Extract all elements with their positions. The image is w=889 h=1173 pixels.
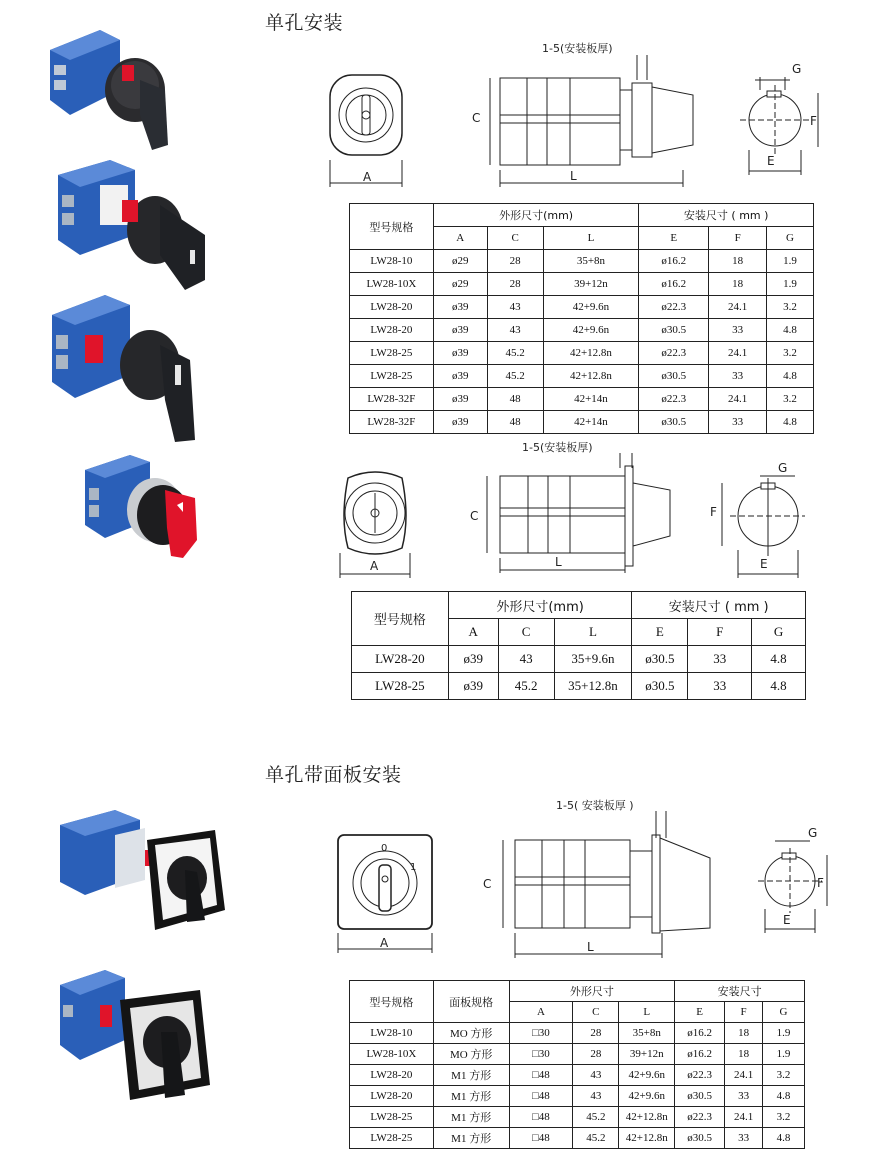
column-header: F bbox=[709, 227, 767, 250]
dimension-diagram-1 bbox=[315, 35, 835, 195]
header-model-3: 型号规格 bbox=[350, 981, 434, 1023]
table-row bbox=[352, 673, 806, 700]
table-cell: 18 bbox=[725, 1044, 763, 1065]
table-cell: LW28-32F bbox=[350, 388, 434, 411]
table-cell: LW28-10 bbox=[350, 1023, 434, 1044]
table-cell: ø29 bbox=[433, 273, 487, 296]
table-cell: 18 bbox=[709, 273, 767, 296]
table-cell: 28 bbox=[573, 1023, 619, 1044]
table-cell: 1.9 bbox=[767, 250, 814, 273]
table-cell: 24.1 bbox=[709, 296, 767, 319]
table-cell: 33 bbox=[688, 646, 752, 673]
dim-label-c-2: C bbox=[470, 509, 479, 523]
column-header: F bbox=[725, 1002, 763, 1023]
table-cell: ø30.5 bbox=[675, 1128, 725, 1149]
column-header: F bbox=[688, 619, 752, 646]
table-cell: ø16.2 bbox=[675, 1023, 725, 1044]
table-cell: 45.2 bbox=[487, 342, 543, 365]
table-cell: 48 bbox=[487, 388, 543, 411]
table-cell: 24.1 bbox=[725, 1107, 763, 1128]
dim-label-e-1: E bbox=[767, 154, 775, 168]
table-cell: ø30.5 bbox=[675, 1086, 725, 1107]
table-cell: M1 方形 bbox=[433, 1128, 509, 1149]
table-cell: □30 bbox=[509, 1044, 573, 1065]
dim-label-l-3: L bbox=[587, 940, 594, 954]
section-title-single-hole: 单孔安装 bbox=[265, 12, 344, 34]
switch-photo-4 bbox=[75, 450, 215, 565]
column-header: E bbox=[675, 1002, 725, 1023]
column-header: L bbox=[619, 1002, 675, 1023]
table-cell: 18 bbox=[709, 250, 767, 273]
table-cell: 43 bbox=[487, 296, 543, 319]
table-cell: 1.9 bbox=[767, 273, 814, 296]
column-header: A bbox=[509, 1002, 573, 1023]
switch-photo-3 bbox=[40, 290, 210, 445]
table-cell: ø30.5 bbox=[632, 673, 688, 700]
table-cell: 1.9 bbox=[763, 1044, 805, 1065]
table-cell: 24.1 bbox=[709, 342, 767, 365]
table-cell: 45.2 bbox=[487, 365, 543, 388]
dim-label-g-1: G bbox=[792, 62, 802, 76]
dim-label-l: L bbox=[570, 169, 577, 183]
dim-label-c-3: C bbox=[483, 877, 492, 891]
dim-label-c: C bbox=[472, 111, 481, 125]
dial-label-0: 0 bbox=[381, 843, 388, 854]
dim-label-l-2: L bbox=[555, 555, 562, 569]
column-header: C bbox=[498, 619, 554, 646]
table-cell: 39+12n bbox=[543, 273, 639, 296]
table-cell: ø22.3 bbox=[639, 388, 709, 411]
table-cell: LW28-25 bbox=[350, 1107, 434, 1128]
table-cell: 33 bbox=[725, 1086, 763, 1107]
table-cell: □48 bbox=[509, 1107, 573, 1128]
table-cell: 35+8n bbox=[619, 1023, 675, 1044]
column-header: L bbox=[543, 227, 639, 250]
table-cell: 28 bbox=[487, 250, 543, 273]
column-header: C bbox=[487, 227, 543, 250]
table-cell: 42+14n bbox=[543, 388, 639, 411]
table-cell: MO 方形 bbox=[433, 1044, 509, 1065]
dial-label-1: 1 bbox=[410, 862, 417, 873]
table-cell: LW28-25 bbox=[352, 673, 449, 700]
dim-label-g-3: G bbox=[808, 826, 818, 840]
table-cell: 43 bbox=[498, 646, 554, 673]
table-cell: ø22.3 bbox=[639, 296, 709, 319]
table-cell: ø30.5 bbox=[639, 319, 709, 342]
dim-label-a-3: A bbox=[380, 936, 389, 950]
header-mounting-dimensions-3: 安装尺寸 bbox=[675, 981, 805, 1002]
table-row bbox=[350, 1023, 805, 1044]
table-row bbox=[350, 250, 814, 273]
column-header: L bbox=[554, 619, 632, 646]
dim-label-g-2: G bbox=[778, 461, 788, 475]
dimension-diagram-2 bbox=[320, 438, 820, 583]
table-row bbox=[350, 411, 814, 434]
header-outer-dimensions-2: 外形尺寸(mm) bbox=[448, 592, 632, 619]
table-cell: □48 bbox=[509, 1086, 573, 1107]
table-cell: 3.2 bbox=[767, 388, 814, 411]
table-cell: ø39 bbox=[433, 319, 487, 342]
table-cell: 48 bbox=[487, 411, 543, 434]
table-row bbox=[350, 1128, 805, 1149]
table-cell: 42+14n bbox=[543, 411, 639, 434]
table-cell: ø30.5 bbox=[639, 365, 709, 388]
dim-label-panel-thickness-2: 1-5(安装板厚) bbox=[522, 441, 593, 454]
table-cell: 42+9.6n bbox=[543, 319, 639, 342]
table-cell: 1.9 bbox=[763, 1023, 805, 1044]
table-cell: ø39 bbox=[433, 411, 487, 434]
table-cell: LW28-32F bbox=[350, 411, 434, 434]
table-cell: 3.2 bbox=[763, 1107, 805, 1128]
table-cell: □48 bbox=[509, 1065, 573, 1086]
dim-label-e-3: E bbox=[783, 913, 791, 927]
table-cell: 4.8 bbox=[767, 319, 814, 342]
table-cell: 24.1 bbox=[725, 1065, 763, 1086]
dim-label-panel-thickness-3: 1-5( 安装板厚 ) bbox=[556, 799, 634, 812]
column-header: G bbox=[763, 1002, 805, 1023]
dimension-diagram-3 bbox=[320, 793, 840, 963]
header-mounting-dimensions: 安装尺寸 ( mm ) bbox=[639, 204, 814, 227]
table-cell: ø39 bbox=[433, 342, 487, 365]
column-header: C bbox=[573, 1002, 619, 1023]
table-cell: LW28-20 bbox=[350, 296, 434, 319]
table-cell: ø29 bbox=[433, 250, 487, 273]
dim-label-f-1: F bbox=[810, 114, 817, 128]
column-header: E bbox=[639, 227, 709, 250]
dim-label-a: A bbox=[363, 170, 372, 184]
table-cell: LW28-25 bbox=[350, 342, 434, 365]
spec-table-2 bbox=[351, 591, 806, 700]
table-cell: 42+9.6n bbox=[619, 1065, 675, 1086]
table-cell: 33 bbox=[709, 365, 767, 388]
table-cell: LW28-10X bbox=[350, 1044, 434, 1065]
table-cell: 4.8 bbox=[763, 1128, 805, 1149]
table-row bbox=[350, 1065, 805, 1086]
table-cell: MO 方形 bbox=[433, 1023, 509, 1044]
table-cell: 33 bbox=[709, 411, 767, 434]
header-model: 型号规格 bbox=[350, 204, 434, 250]
table-cell: ø30.5 bbox=[639, 411, 709, 434]
table-row bbox=[350, 319, 814, 342]
table-row bbox=[350, 1044, 805, 1065]
column-header: A bbox=[448, 619, 498, 646]
table-cell: 45.2 bbox=[498, 673, 554, 700]
table-cell: 4.8 bbox=[763, 1086, 805, 1107]
table-cell: LW28-20 bbox=[350, 319, 434, 342]
table-row bbox=[350, 296, 814, 319]
table-cell: 4.8 bbox=[767, 365, 814, 388]
table-cell: 35+8n bbox=[543, 250, 639, 273]
table-cell: 35+9.6n bbox=[554, 646, 632, 673]
table-cell: 39+12n bbox=[619, 1044, 675, 1065]
header-model-2: 型号规格 bbox=[352, 592, 449, 646]
table-cell: 3.2 bbox=[763, 1065, 805, 1086]
table-cell: 18 bbox=[725, 1023, 763, 1044]
table-row bbox=[352, 646, 806, 673]
switch-photo-6 bbox=[55, 960, 225, 1110]
table-cell: 4.8 bbox=[752, 673, 806, 700]
table-cell: ø39 bbox=[433, 296, 487, 319]
spec-table-1 bbox=[349, 203, 814, 434]
table-cell: ø39 bbox=[448, 673, 498, 700]
table-cell: ø22.3 bbox=[675, 1107, 725, 1128]
table-cell: 33 bbox=[709, 319, 767, 342]
column-header: A bbox=[433, 227, 487, 250]
spec-table-3 bbox=[349, 980, 805, 1149]
table-cell: 43 bbox=[573, 1065, 619, 1086]
table-row bbox=[350, 365, 814, 388]
column-header: G bbox=[752, 619, 806, 646]
table-cell: 42+12.8n bbox=[619, 1107, 675, 1128]
table-cell: LW28-20 bbox=[352, 646, 449, 673]
dim-label-f-3: F bbox=[817, 876, 824, 890]
table-cell: 3.2 bbox=[767, 342, 814, 365]
table-cell: ø16.2 bbox=[675, 1044, 725, 1065]
table-cell: LW28-25 bbox=[350, 365, 434, 388]
table-cell: □30 bbox=[509, 1023, 573, 1044]
table-cell: LW28-10 bbox=[350, 250, 434, 273]
table-cell: 28 bbox=[487, 273, 543, 296]
column-header: G bbox=[767, 227, 814, 250]
header-panel-spec: 面板规格 bbox=[433, 981, 509, 1023]
table-cell: 45.2 bbox=[573, 1107, 619, 1128]
table-cell: ø39 bbox=[448, 646, 498, 673]
table-cell: ø39 bbox=[433, 388, 487, 411]
column-header: E bbox=[632, 619, 688, 646]
switch-photo-1 bbox=[40, 20, 190, 155]
table-cell: 42+12.8n bbox=[543, 365, 639, 388]
table-row bbox=[350, 273, 814, 296]
table-cell: 33 bbox=[725, 1128, 763, 1149]
header-mounting-dimensions-2: 安装尺寸 ( mm ) bbox=[632, 592, 806, 619]
table-cell: 3.2 bbox=[767, 296, 814, 319]
section-title-single-hole-panel: 单孔带面板安装 bbox=[265, 764, 402, 786]
dim-label-panel-thickness-1: 1-5(安装板厚) bbox=[542, 42, 613, 55]
table-cell: M1 方形 bbox=[433, 1086, 509, 1107]
table-cell: 4.8 bbox=[752, 646, 806, 673]
table-cell: 43 bbox=[573, 1086, 619, 1107]
table-cell: 35+12.8n bbox=[554, 673, 632, 700]
table-row bbox=[350, 342, 814, 365]
table-cell: LW28-25 bbox=[350, 1128, 434, 1149]
table-cell: 42+12.8n bbox=[543, 342, 639, 365]
table-cell: M1 方形 bbox=[433, 1107, 509, 1128]
table-cell: ø16.2 bbox=[639, 273, 709, 296]
table-cell: M1 方形 bbox=[433, 1065, 509, 1086]
table-cell: ø30.5 bbox=[632, 646, 688, 673]
table-row bbox=[350, 1107, 805, 1128]
table-cell: LW28-20 bbox=[350, 1086, 434, 1107]
table-cell: □48 bbox=[509, 1128, 573, 1149]
table-row bbox=[350, 1086, 805, 1107]
table-cell: LW28-10X bbox=[350, 273, 434, 296]
header-outer-dimensions: 外形尺寸(mm) bbox=[433, 204, 639, 227]
table-cell: 4.8 bbox=[767, 411, 814, 434]
table-cell: ø39 bbox=[433, 365, 487, 388]
table-cell: 42+12.8n bbox=[619, 1128, 675, 1149]
table-cell: ø22.3 bbox=[675, 1065, 725, 1086]
table-cell: 33 bbox=[688, 673, 752, 700]
dim-label-a-2: A bbox=[370, 559, 379, 573]
dim-label-f-2: F bbox=[710, 505, 717, 519]
table-cell: 42+9.6n bbox=[543, 296, 639, 319]
table-cell: 42+9.6n bbox=[619, 1086, 675, 1107]
table-cell: ø16.2 bbox=[639, 250, 709, 273]
table-cell: LW28-20 bbox=[350, 1065, 434, 1086]
table-cell: 45.2 bbox=[573, 1128, 619, 1149]
table-cell: ø22.3 bbox=[639, 342, 709, 365]
switch-photo-2 bbox=[40, 155, 210, 295]
dim-label-e-2: E bbox=[760, 557, 768, 571]
header-outer-dimensions-3: 外形尺寸 bbox=[509, 981, 675, 1002]
table-row bbox=[350, 388, 814, 411]
table-cell: 28 bbox=[573, 1044, 619, 1065]
table-cell: 24.1 bbox=[709, 388, 767, 411]
table-cell: 43 bbox=[487, 319, 543, 342]
switch-photo-5 bbox=[55, 810, 230, 940]
